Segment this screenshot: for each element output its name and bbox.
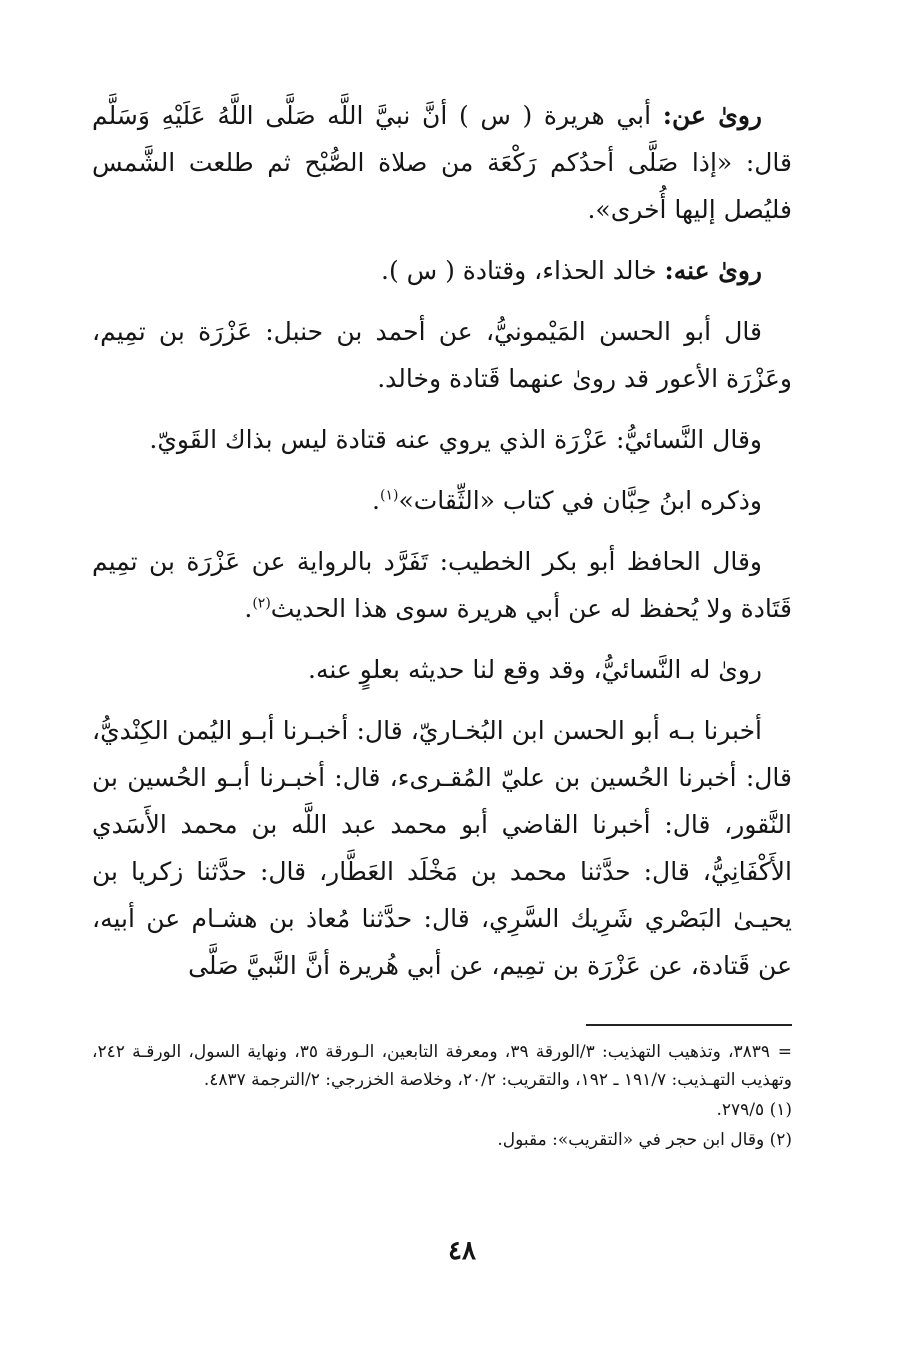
footnotes — [92, 1038, 792, 1156]
footnote-1-text: ٢٧٩/٥. — [716, 1100, 765, 1120]
paragraph-isnad: أخبرنا بـه أبو الحسن ابن البُخـاريّ، قال: أخبـرنا أبـو اليُمن الكِنْديُّ، قال: أخبرنا الحُسين بن عليّ المُقـرىء، قال: أخبـرنا أبـو الحُسين بن النَّقور، قال: أخبرنا القاضي أبو محمد عبد اللَّه بن محمد الأَسَدي الأَكْفَانِيُّ، قال: حدَّثنا محمد بن مَخْلَد العَطَّار، قال: حدَّثنا زكريا بن يحيـىٰ البَصْري شَرِيك السَّرِي، قال: حدَّثنا مُعاذ بن هشـام عن أبيه، عن قَتادة، عن عَزْرَة بن تمِيم، عن أبي هُريرة أنَّ النَّبيَّ صَلَّى — [92, 716, 792, 980]
footnote-separator — [586, 1024, 792, 1026]
footnote-1 — [92, 1096, 792, 1124]
footnote-2-text: وقال ابن حجر في «التقريب»: مقبول. — [497, 1130, 765, 1150]
footnote-1-number: (١) — [769, 1100, 792, 1120]
paragraph-narrated-for: روىٰ له النَّسائيُّ، وقد وقع لنا حديثه بعلوٍ عنه. — [308, 655, 762, 684]
narrated-by-text: خالد الحذاء، وقتادة ( س ). — [381, 256, 657, 285]
footnote-continuation — [92, 1038, 792, 1094]
footnote-ref-2: (٢) — [252, 595, 271, 612]
ibn-hibban-text: وذكره ابنُ حِبَّان في كتاب «الثِّقات» — [398, 486, 762, 515]
page-number: ٤٨ — [448, 1236, 476, 1266]
footnote-ref-1: (١) — [380, 487, 399, 504]
narrated-from-text: أبي هريرة ( س ) أنَّ نبيَّ اللَّه صَلَّى اللَّهُ عَلَيْهِ وَسَلَّم قال: «إذا صَلَّى أحدُكم رَكْعَة من صلاة الصُّبْح ثم طلعت الشَّمس فليُصل إليها أُخرى». — [92, 101, 792, 224]
footnote-2 — [92, 1126, 792, 1154]
footnote-continuation-text: ٣٨٣٩، وتذهيب التهذيب: ٣/الورقة ٣٩، ومعرفة التابعين، الـورقة ٣٥، ونهاية السول، الورقـة ٢٤٢، وتهذيب التهـذيب: ١٩١/٧ ـ ١٩٢، والتقريب: ٢٠/٢، وخلاصة الخزرجي: ٢/الترجمة ٤٨٣٧. — [92, 1042, 792, 1090]
paragraph-khatib — [92, 538, 792, 632]
paragraph-maymuni: قال أبو الحسن المَيْمونيُّ، عن أحمد بن حنبل: عَزْرَة بن تمِيم، وعَزْرَة الأعور قد روىٰ عنهما قَتادة وخالد. — [92, 317, 792, 393]
khatib-text: وقال الحافظ أبو بكر الخطيب: تَفَرَّد بالرواية عن عَزْرَة بن تمِيم قَتَادة ولا يُحفظ له عن أبي هريرة سوى هذا الحديث — [92, 547, 792, 623]
footnote-2-number: (٢) — [769, 1130, 792, 1150]
paragraph-narrated-from — [92, 92, 792, 233]
khatib-end: . — [244, 594, 253, 623]
main-text — [92, 92, 792, 1003]
continuation-mark: = — [777, 1042, 792, 1062]
paragraph-narrated-by — [92, 247, 792, 294]
ibn-hibban-end: . — [372, 486, 380, 515]
paragraph-ibn-hibban — [92, 477, 792, 524]
narrated-from-label: روىٰ عن: — [662, 101, 762, 130]
narrated-by-label: روىٰ عنه: — [664, 256, 762, 285]
paragraph-nasai: وقال النَّسائيُّ: عَزْرَة الذي يروي عنه قتادة ليس بذاك القَويّ. — [149, 425, 762, 454]
